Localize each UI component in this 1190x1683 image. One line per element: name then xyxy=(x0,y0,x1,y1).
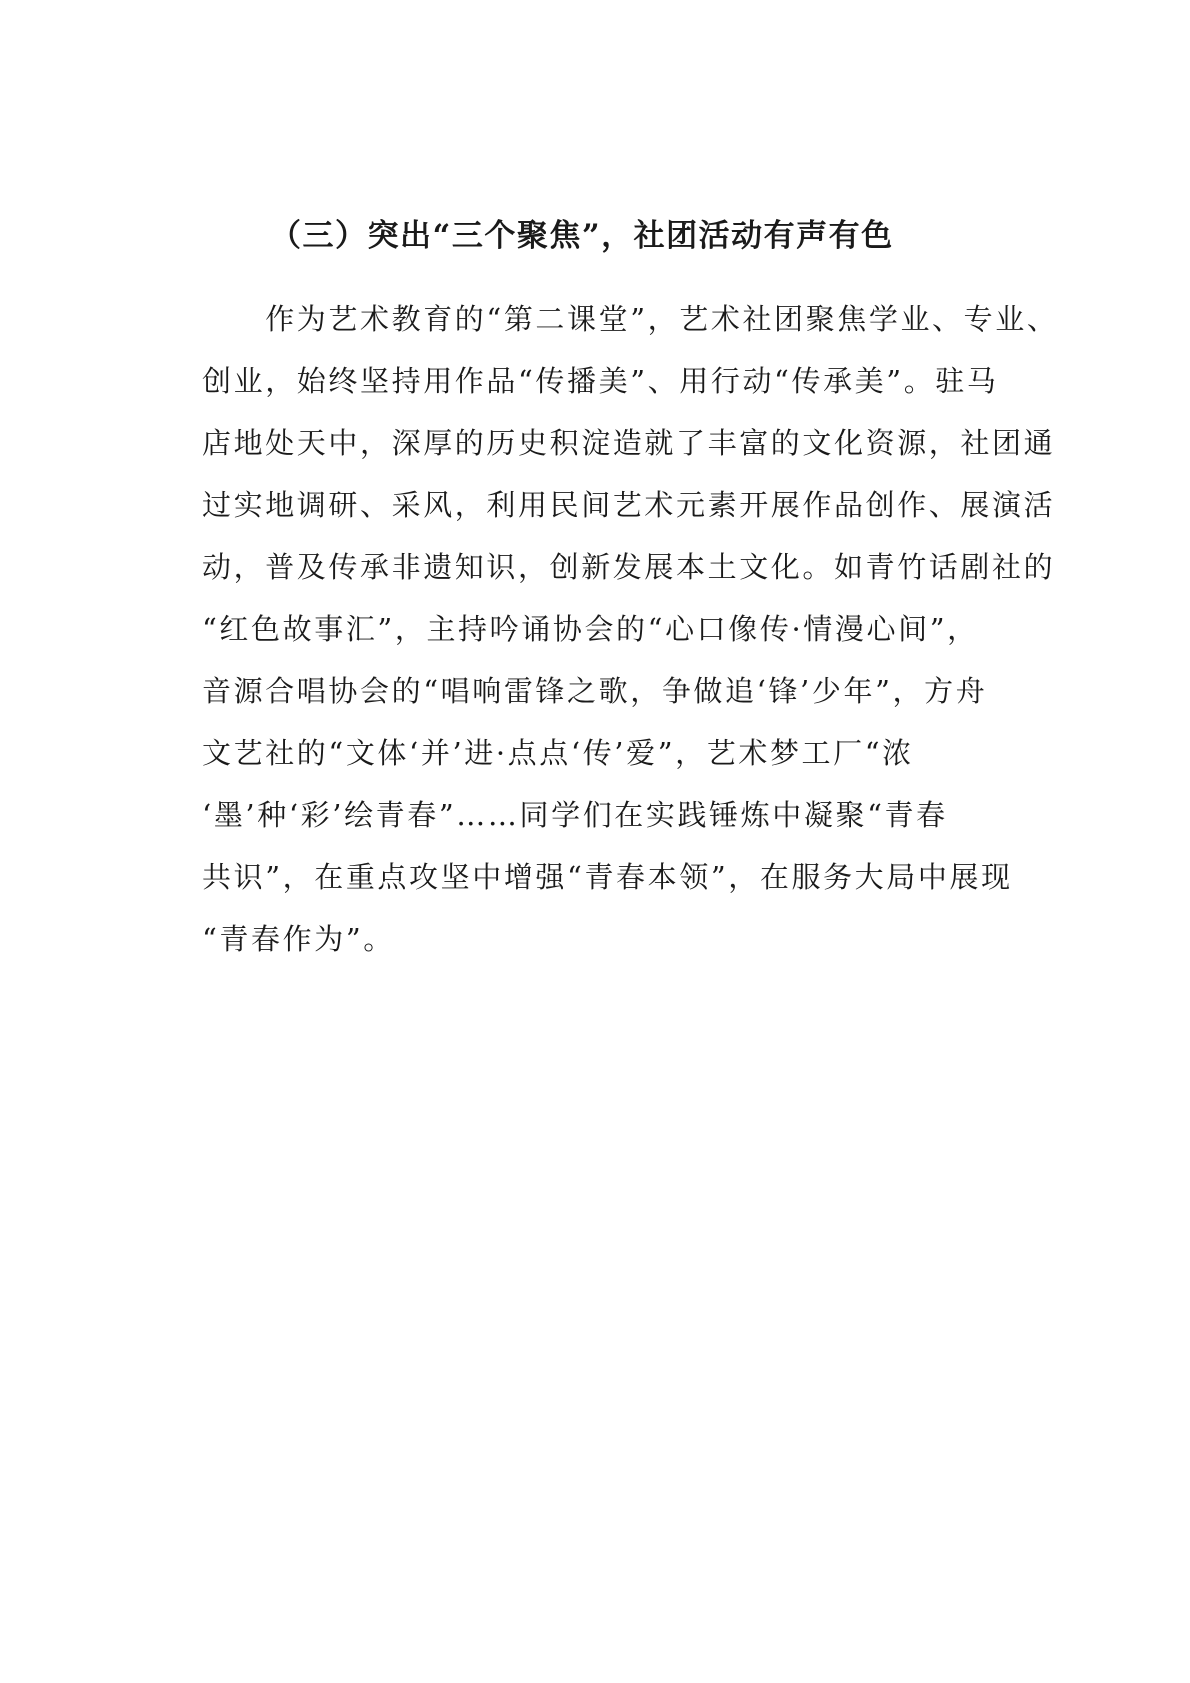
paragraph-line: “红色故事汇”，主持吟诵协会的“心口像传·情漫心间”， xyxy=(202,612,979,646)
paragraph-line: 创业，始终坚持用作品“传播美”、用行动“传承美”。驻马 xyxy=(202,364,999,398)
paragraph-line: 作为艺术教育的“第二课堂”，艺术社团聚焦学业、专业、 xyxy=(202,302,1059,336)
paragraph-line: ‘墨’种‘彩’绘青春”……同学们在实践锤炼中凝聚“青春 xyxy=(202,798,948,832)
paragraph-line: “青春作为”。 xyxy=(202,922,395,956)
paragraph-line: 店地处天中，深厚的历史积淀造就了丰富的文化资源，社团通 xyxy=(202,426,1056,460)
paragraph-line: 动，普及传承非遗知识，创新发展本土文化。如青竹话剧社的 xyxy=(202,550,1056,584)
paragraph-line: 共识”，在重点攻坚中增强“青春本领”，在服务大局中展现 xyxy=(202,860,1013,894)
body-paragraph xyxy=(202,288,1059,970)
section-heading: （三）突出“三个聚焦”，社团活动有声有色 xyxy=(270,218,894,254)
paragraph-line: 过实地调研、采风，利用民间艺术元素开展作品创作、展演活 xyxy=(202,488,1056,522)
paragraph-line: 文艺社的“文体‘并’进·点点‘传’爱”，艺术梦工厂“浓 xyxy=(202,736,914,770)
paragraph-line: 音源合唱协会的“唱响雷锋之歌，争做追‘锋’少年”，方舟 xyxy=(202,674,988,708)
